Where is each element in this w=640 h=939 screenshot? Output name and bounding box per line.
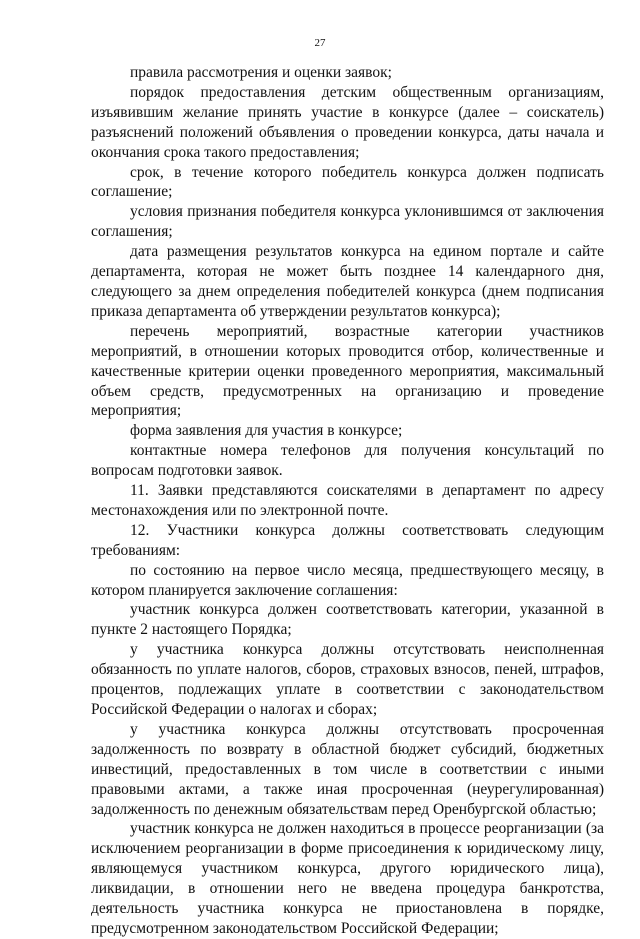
paragraph-tax-requirement: у участника конкурса должны отсутствовать неисполненная обязанность по уплате налогов, сборов, страховых взносов, пеней, штрафов, процентов, подлежащих уплате в соответствии с законодательством Российской Федерации о налогах и сборах;	[91, 641, 604, 718]
paragraph-review-rules: правила рассмотрения и оценки заявок;	[130, 64, 392, 81]
page-number: 27	[314, 37, 326, 49]
paragraph-results-publication: дата размещения результатов конкурса на едином портале и сайте департамента, которая не может быть позднее 14 календарного дня, следующего за днем определения победителей конкурса (днем подписания приказа департамента об утверждении результатов конкурса);	[91, 243, 604, 320]
paragraph-first-day-condition: по состоянию на первое число месяца, предшествующего месяцу, в котором планируется заключение соглашения:	[91, 561, 604, 599]
paragraph-events-list: перечень мероприятий, возрастные категории участников мероприятий, в отношении которых проводится отбор, количественные и качественные критерии оценки проведенного мероприятия, максимальный объем средств, предусмотренных на организацию и проведение мероприятия;	[91, 322, 604, 420]
paragraph-reorganization-requirement: участник конкурса не должен находиться в процессе реорганизации (за исключением реорганизации в форме присоединения к юридическому лицу, являющемуся участником конкурса, другого юридического лица), ликвидации, в отношении него не введена процедура банкротства, деятельность участника конкурса не приостановлена в порядке, предусмотренном законодательством Российской Федерации;	[91, 820, 604, 937]
paragraph-application-form: форма заявления для участия в конкурсе;	[130, 422, 403, 440]
paragraph-debt-requirement: у участника конкурса должны отсутствовать просроченная задолженность по возврату в областной бюджет субсидий, бюджетных инвестиций, предоставленных в том числе в соответствии с иными правовыми актами, а также иная просроченная (неурегулированная) задолженность по денежным обязательствам перед Оренбургской областью;	[91, 720, 604, 818]
paragraph-category-requirement: участник конкурса должен соответствовать категории, указанной в пункте 2 настоящего Порядка;	[91, 601, 604, 639]
paragraph-item-12: 12. Участники конкурса должны соответствовать следующим требованиям:	[91, 521, 604, 559]
paragraph-evasion-conditions: условия признания победителя конкурса уклонившимся от заключения соглашения;	[91, 203, 604, 241]
paragraph-signing-deadline: срок, в течение которого победитель конкурса должен подписать соглашение;	[91, 163, 604, 201]
paragraph-contact-phones: контактные номера телефонов для получения консультаций по вопросам подготовки заявок.	[91, 442, 604, 480]
paragraph-item-11: 11. Заявки представляются соискателями в департамент по адресу местонахождения или по электронной почте.	[91, 482, 604, 519]
document-body	[91, 63, 604, 939]
paragraph-clarification-procedure: порядок предоставления детским общественным организациям, изъявившим желание принять участие в конкурсе (далее – соискатель) разъяснений положений объявления о проведении конкурса, даты начала и окончания срока такого предоставления;	[91, 83, 604, 161]
